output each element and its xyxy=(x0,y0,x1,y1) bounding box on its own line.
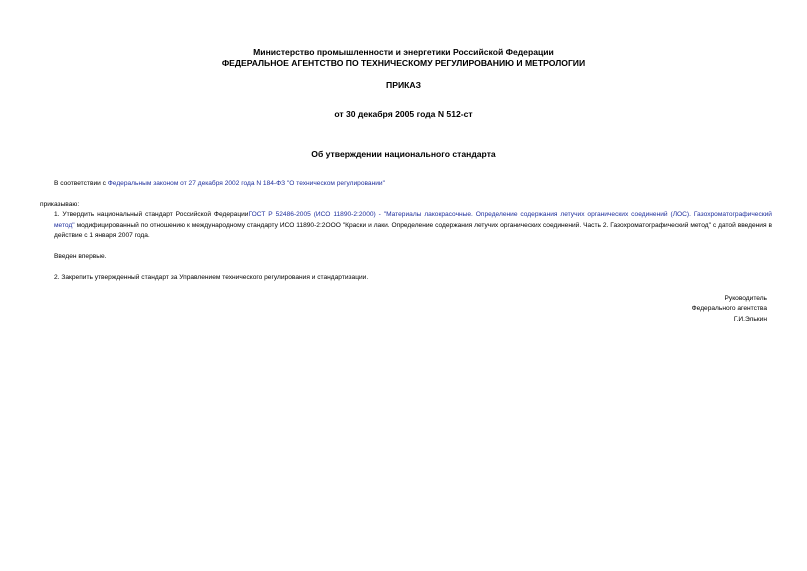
document-type: ПРИКАЗ xyxy=(386,80,421,90)
signature-organization: Федерального агентства xyxy=(691,305,767,312)
document-date-number: от 30 декабря 2005 года N 512-ст xyxy=(334,109,473,119)
first-time-note: Введен впервые. xyxy=(54,253,107,260)
item-1-prefix: 1. Утвердить национальный стандарт Российской Федерации xyxy=(54,211,249,218)
signature-title: Руководитель xyxy=(724,295,767,302)
agency-heading: ФЕДЕРАЛЬНОЕ АГЕНТСТВО ПО ТЕХНИЧЕСКОМУ РЕГУЛИРОВАНИЮ И МЕТРОЛОГИИ xyxy=(221,58,586,68)
item-2-paragraph: 2. Закрепить утвержденный стандарт за Управлением технического регулирования и стандартизации. xyxy=(54,274,369,281)
gost-standard-link[interactable]: ГОСТ Р 52486-2005 (ИСО 11890-2:2000) - "Материалы лакокрасочные. Определение содержания летучих органических соединений (ЛОС). Газохроматографический метод" xyxy=(54,211,772,229)
signature-name: Г.И.Элькин xyxy=(733,316,767,323)
item-1-paragraph xyxy=(54,210,772,242)
ministry-heading: Министерство промышленности и энергетики Российской Федерации xyxy=(253,47,554,57)
order-word: приказываю: xyxy=(40,201,80,208)
preamble-prefix: В соответствии с xyxy=(54,180,108,187)
document-subject: Об утверждении национального стандарта xyxy=(311,149,496,159)
preamble xyxy=(54,179,385,190)
item-1-suffix: модифицированный по отношению к международному стандарту ИСО 11890-2:2ООО "Краски и лаки. Определение содержания летучих органических соединений. Часть 2. Газохроматографический метод" с датой введения в действие с 1 января 2007 года. xyxy=(54,221,772,239)
federal-law-link[interactable]: Федеральным законом от 27 декабря 2002 года N 184-ФЗ "О техническом регулировании" xyxy=(107,180,385,187)
